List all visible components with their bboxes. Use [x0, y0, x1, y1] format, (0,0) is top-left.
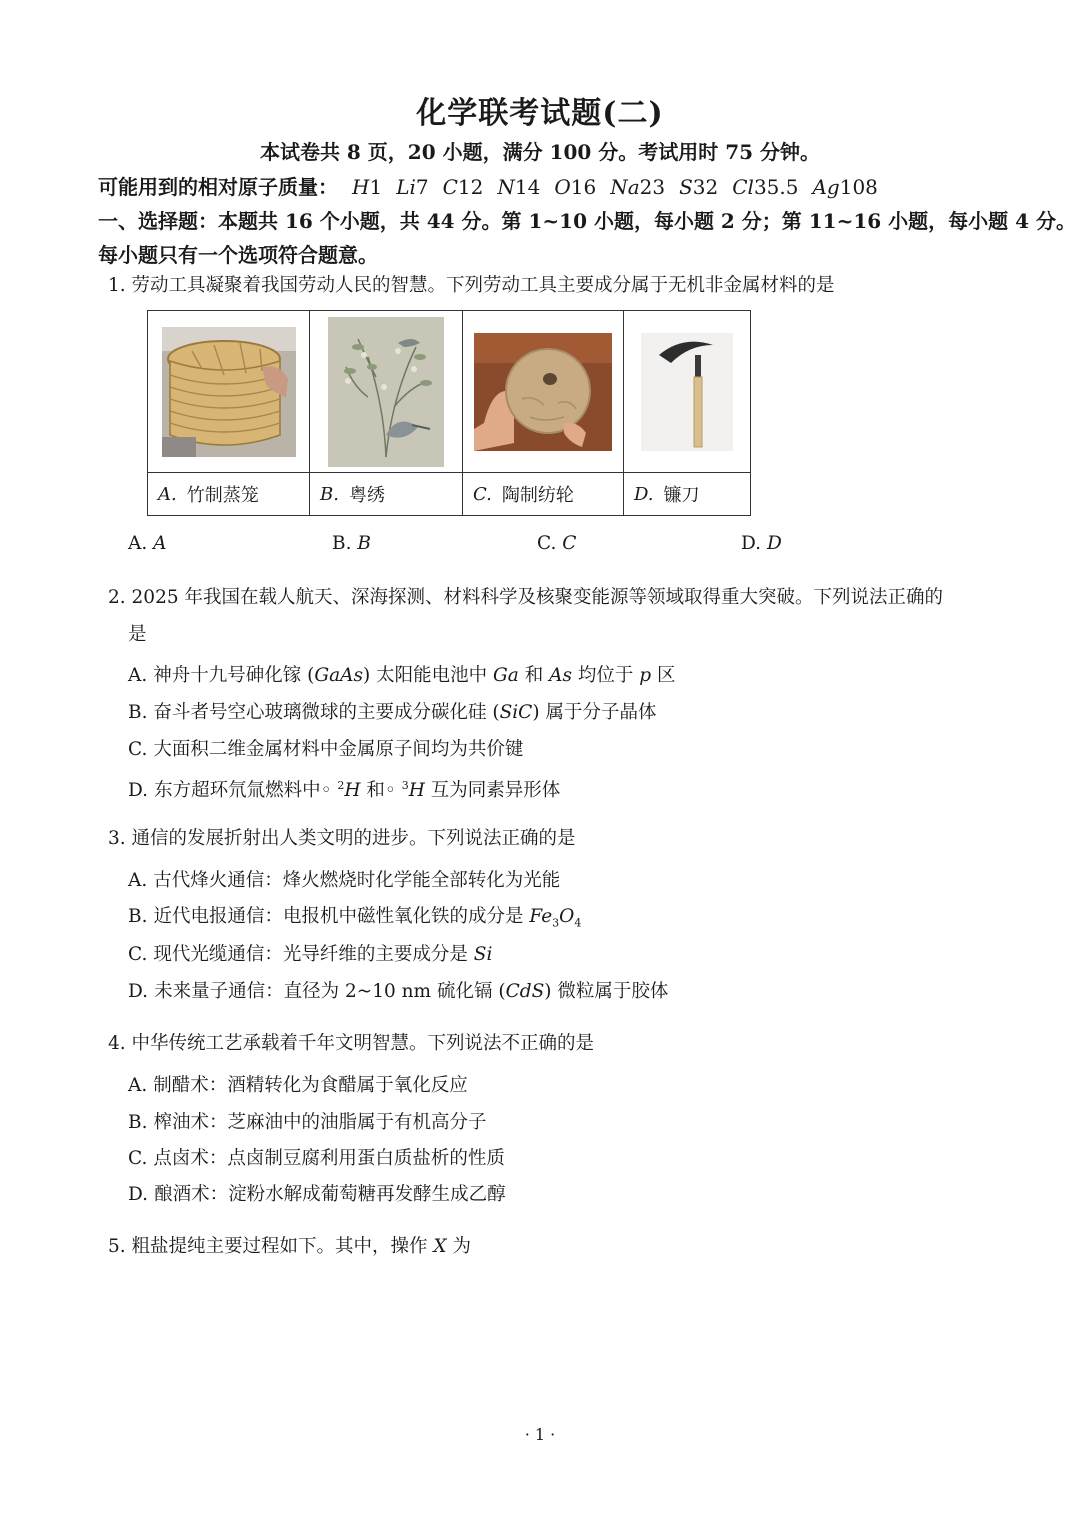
option-b-caption: B. 粤绣 [310, 473, 463, 515]
bamboo-steamer-image [148, 311, 310, 473]
question-2-option-a[interactable]: A. 神舟十九号砷化镓 (GaAs) 太阳能电池中 Ga 和 As 均位于 p 区 [128, 665, 676, 686]
question-2-stem: 2. 2025 年我国在载人航天、深海探测、材料科学及核聚变能源等领域取得重大突破。下列说法正确的 [108, 587, 943, 608]
section-heading: 一、选择题：本题共 16 个小题，共 44 分。第 1~10 小题，每小题 2 分；第 11~16 小题，每小题 4 分。 [98, 209, 1076, 233]
question-3-option-d[interactable]: D. 未来量子通信：直径为 2~10 nm 硫化镉 (CdS) 微粒属于胶体 [128, 981, 669, 1002]
sickle-image [624, 311, 750, 473]
question-3-option-c[interactable]: C. 现代光缆通信：光导纤维的主要成分是 Si [128, 944, 493, 965]
question-1-stem: 1. 劳动工具凝聚着我国劳动人民的智慧。下列劳动工具主要成分属于无机非金属材料的是 [108, 275, 835, 296]
question-4-option-d[interactable]: D. 酿酒术：淀粉水解成葡萄糖再发酵生成乙醇 [128, 1184, 506, 1205]
option-c-caption: C. 陶制纺轮 [463, 473, 624, 515]
page-number: · 1 · [524, 1425, 556, 1444]
question-5-stem: 5. 粗盐提纯主要过程如下。其中，操作 X 为 [108, 1236, 471, 1257]
atomic-mass-item: Ag108 [812, 175, 878, 199]
atomic-mass-item: C12 [442, 175, 484, 199]
question-3-stem: 3. 通信的发展折射出人类文明的进步。下列说法正确的是 [108, 828, 576, 849]
atomic-mass-item: Na23 [610, 175, 666, 199]
atomic-mass-item: Li7 [396, 175, 429, 199]
pottery-spindle-image [463, 311, 624, 473]
question-3-option-a[interactable]: A. 古代烽火通信：烽火燃烧时化学能全部转化为光能 [128, 870, 561, 891]
atomic-mass-item: N14 [497, 175, 541, 199]
exam-info: 本试卷共 8 页，20 小题，满分 100 分。考试用时 75 分钟。 [259, 140, 821, 164]
question-4-stem: 4. 中华传统工艺承载着千年文明智慧。下列说法不正确的是 [108, 1033, 595, 1054]
question-2-option-b[interactable]: B. 奋斗者号空心玻璃微球的主要成分碳化硅 (SiC) 属于分子晶体 [128, 702, 657, 723]
answer-choice-a[interactable]: A. A [128, 533, 167, 554]
question-2-stem-cont: 是 [128, 624, 147, 645]
section-instruction: 每小题只有一个选项符合题意。 [98, 243, 378, 267]
option-a-caption: A. 竹制蒸笼 [148, 473, 310, 515]
embroidery-image [310, 311, 463, 473]
page-title: 化学联考试题(二) [416, 96, 664, 131]
atomic-mass-item: H1 [352, 175, 383, 199]
answer-choice-d[interactable]: D. D [741, 533, 782, 554]
atomic-masses [98, 171, 878, 200]
question-4-option-b[interactable]: B. 榨油术：芝麻油中的油脂属于有机高分子 [128, 1112, 487, 1133]
question-3-option-b[interactable]: B. 近代电报通信：电报机中磁性氧化铁的成分是 $Fe_3O_4$ [128, 906, 582, 930]
question-4-option-a[interactable]: A. 制醋术：酒精转化为食醋属于氧化反应 [128, 1075, 468, 1096]
atomic-mass-item: O16 [554, 175, 597, 199]
answer-choice-b[interactable]: B. B [332, 533, 371, 554]
question-4-option-c[interactable]: C. 点卤术：点卤制豆腐利用蛋白质盐析的性质 [128, 1148, 505, 1169]
atomic-masses-label: 可能用到的相对原子质量： [98, 175, 338, 199]
atomic-mass-item: S32 [679, 175, 719, 199]
answer-choice-c[interactable]: C. C [537, 533, 577, 554]
atomic-mass-item: Cl35.5 [732, 175, 799, 199]
question-1-picture-table [147, 310, 751, 516]
question-2-option-d[interactable]: D. 东方超环氘氚燃料中◦ $^2$H 和◦ $^3$H 互为同素异形体 [128, 779, 561, 802]
question-2-option-c[interactable]: C. 大面积二维金属材料中金属原子间均为共价键 [128, 739, 524, 760]
option-d-caption: D. 镰刀 [634, 483, 700, 506]
